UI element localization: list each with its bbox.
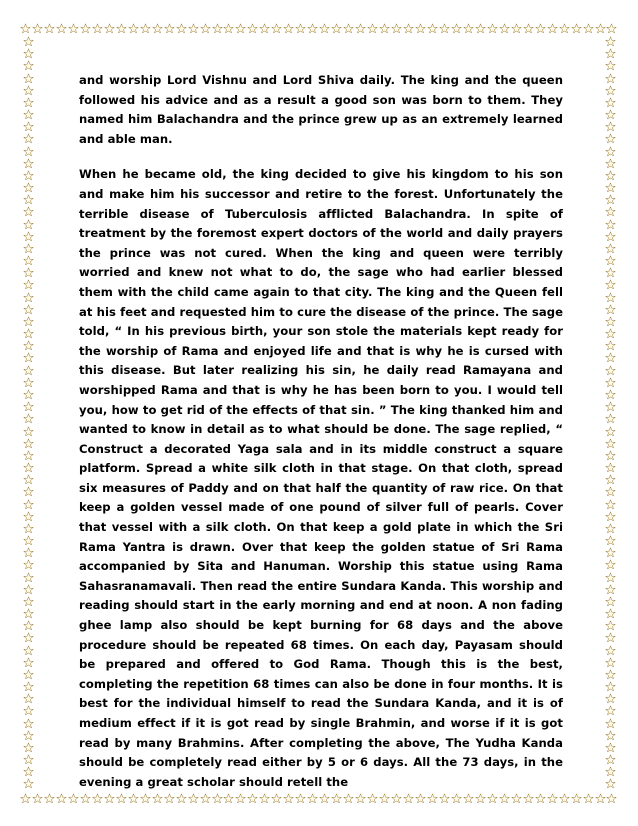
star-icon [583, 23, 594, 34]
star-icon [605, 413, 616, 424]
star-icon [605, 766, 616, 777]
star-icon [605, 158, 616, 169]
star-icon [439, 793, 450, 804]
star-icon [355, 793, 366, 804]
star-icon [605, 97, 616, 108]
star-icon [605, 511, 616, 522]
star-icon [605, 340, 616, 351]
star-icon [606, 793, 617, 804]
star-icon [56, 793, 67, 804]
star-icon [605, 596, 616, 607]
star-icon [223, 793, 234, 804]
star-icon [23, 669, 34, 680]
star-icon [499, 23, 510, 34]
star-icon [271, 23, 282, 34]
star-icon [247, 793, 258, 804]
star-icon [605, 462, 616, 473]
star-icon [605, 584, 616, 595]
star-icon [605, 133, 616, 144]
star-icon [605, 559, 616, 570]
star-icon [23, 328, 34, 339]
star-icon [605, 255, 616, 266]
star-icon [23, 243, 34, 254]
star-icon [605, 316, 616, 327]
star-icon [605, 693, 616, 704]
star-icon [92, 23, 103, 34]
star-icon [605, 365, 616, 376]
star-icon [355, 23, 366, 34]
star-icon [605, 121, 616, 132]
star-icon [605, 36, 616, 47]
star-icon [605, 146, 616, 157]
star-icon [23, 474, 34, 485]
star-icon [23, 85, 34, 96]
star-icon [68, 23, 79, 34]
star-icon [605, 48, 616, 59]
star-icon [32, 793, 43, 804]
star-icon [235, 793, 246, 804]
star-icon [605, 170, 616, 181]
body-paragraph: When he became old, the king decided to give his kingdom to his son and make him his successor and retire to the forest. Unfortunately the terrible disease of Tuberculosis afflicted Balachandra. In spite of treatment by the foremost expert doctors of the world and daily prayers the prince was not cured. When the king and queen were terribly worried and knew not what to do, the sage who had earlier blessed them with the child came again to that city. The king and the Queen fell at his feet and requested him to cure the disease of the prince. The sage told, “ In his previous birth, your son stole the materials kept ready for the worship of Rama and enjoyed life and that is why he is cursed with this disease. But later realizing his sin, he daily read Ramayana and worshipped Rama and that is why he has been born to you. I would tell you, how to get rid of the effects of that sin. ” The king thanked him and wanted to know in detail as to what should be done. The sage replied, “ Construct a decorated Yaga sala and in its middle construct a square platform. Spread a white silk cloth in that stage. On that cloth, spread six measures of Paddy and on that half the quantity of raw rice. On that keep a golden vessel made of one pound of silver full of pearls. Cover that vessel with a silk cloth. On that keep a gold plate in which the Sri Rama Yantra is drawn. Over that keep the golden statue of Sri Rama accompanied by Sita and Hanuman. Worship this statue using Rama Sahasranamavali. Then read the entire Sundara Kanda. This worship and reading should start in the early morning and end at noon. A non fading ghee lamp also should be kept burning for 68 days and the above procedure should be repeated 68 times. On each day, Payasam should be prepared and offered to God Rama. Though this is the best, completing the repetition 68 times can also be done in four months. It is best for the individual himself to read the Sundara Kanda, and it is of medium effect if it is got read by single Brahmin, and worse if it is got read by many Brahmins. After completing the above, The Yudha Kanda should be completely read either by 5 or 6 days. All the 73 days, in the evening a great scholar should retell the [79, 167, 563, 789]
star-icon [23, 365, 34, 376]
star-icon [44, 23, 55, 34]
star-icon [164, 23, 175, 34]
star-icon [439, 23, 450, 34]
star-icon [547, 23, 558, 34]
star-icon [547, 793, 558, 804]
star-icon [595, 793, 606, 804]
star-icon [475, 793, 486, 804]
star-icon [23, 596, 34, 607]
star-icon [23, 438, 34, 449]
star-icon [605, 267, 616, 278]
star-icon [605, 486, 616, 497]
star-icon [605, 669, 616, 680]
star-icon [319, 793, 330, 804]
star-icon [451, 23, 462, 34]
document-body [79, 71, 563, 792]
star-icon [128, 23, 139, 34]
star-icon [415, 793, 426, 804]
star-icon [176, 793, 187, 804]
star-icon [23, 486, 34, 497]
star-icon [23, 559, 34, 570]
star-icon [605, 292, 616, 303]
star-icon [605, 328, 616, 339]
star-icon [23, 462, 34, 473]
star-icon [32, 23, 43, 34]
star-icon [23, 523, 34, 534]
star-icon [367, 793, 378, 804]
star-icon [571, 23, 582, 34]
star-icon [571, 793, 582, 804]
star-icon [605, 85, 616, 96]
star-icon [427, 793, 438, 804]
star-icon [403, 793, 414, 804]
star-icon [20, 793, 31, 804]
star-icon [56, 23, 67, 34]
star-icon [605, 279, 616, 290]
star-icon [523, 23, 534, 34]
star-icon [605, 304, 616, 315]
star-icon [283, 793, 294, 804]
star-icon [23, 681, 34, 692]
star-icon [415, 23, 426, 34]
star-icon [307, 23, 318, 34]
star-icon [23, 778, 34, 789]
star-icon [23, 584, 34, 595]
star-icon [23, 146, 34, 157]
star-icon [319, 23, 330, 34]
star-icon [23, 194, 34, 205]
star-icon [23, 705, 34, 716]
star-icon [23, 547, 34, 558]
star-icon [331, 793, 342, 804]
star-icon [23, 206, 34, 217]
star-icon [23, 766, 34, 777]
star-icon [128, 793, 139, 804]
star-icon [343, 23, 354, 34]
star-icon [212, 23, 223, 34]
star-icon [23, 742, 34, 753]
star-icon [140, 793, 151, 804]
star-icon [605, 194, 616, 205]
star-icon [343, 793, 354, 804]
star-icon [605, 377, 616, 388]
star-icon [605, 632, 616, 643]
star-icon [23, 535, 34, 546]
star-icon [23, 450, 34, 461]
star-icon [605, 645, 616, 656]
star-icon [23, 511, 34, 522]
star-icon [511, 23, 522, 34]
star-icon [559, 793, 570, 804]
page-border-right [602, 36, 618, 790]
star-icon [605, 438, 616, 449]
star-icon [391, 23, 402, 34]
star-icon [403, 23, 414, 34]
star-icon [605, 730, 616, 741]
star-icon [605, 243, 616, 254]
star-icon [152, 793, 163, 804]
star-icon [23, 48, 34, 59]
star-icon [23, 36, 34, 47]
star-icon [487, 793, 498, 804]
page-border-bottom [20, 790, 618, 806]
star-icon [283, 23, 294, 34]
star-icon [23, 352, 34, 363]
star-icon [23, 121, 34, 132]
star-icon [212, 793, 223, 804]
star-icon [487, 23, 498, 34]
star-icon [605, 474, 616, 485]
star-icon [23, 389, 34, 400]
star-icon [605, 547, 616, 558]
star-icon [463, 793, 474, 804]
star-icon [104, 793, 115, 804]
star-icon [605, 535, 616, 546]
star-icon [23, 292, 34, 303]
star-icon [23, 340, 34, 351]
star-icon [23, 182, 34, 193]
star-icon [23, 572, 34, 583]
star-icon [451, 793, 462, 804]
star-icon [605, 705, 616, 716]
star-icon [605, 401, 616, 412]
star-icon [605, 206, 616, 217]
star-icon [535, 23, 546, 34]
star-icon [104, 23, 115, 34]
star-icon [23, 401, 34, 412]
star-icon [140, 23, 151, 34]
star-icon [605, 60, 616, 71]
star-icon [23, 158, 34, 169]
star-icon [23, 645, 34, 656]
star-icon [176, 23, 187, 34]
star-icon [23, 267, 34, 278]
star-icon [235, 23, 246, 34]
star-icon [80, 23, 91, 34]
star-icon [23, 718, 34, 729]
star-icon [200, 793, 211, 804]
star-icon [164, 793, 175, 804]
star-icon [23, 413, 34, 424]
star-icon [605, 182, 616, 193]
star-icon [605, 742, 616, 753]
star-icon [559, 23, 570, 34]
star-icon [44, 793, 55, 804]
star-icon [23, 632, 34, 643]
star-icon [379, 23, 390, 34]
star-icon [367, 23, 378, 34]
star-icon [23, 255, 34, 266]
star-icon [23, 620, 34, 631]
star-icon [23, 754, 34, 765]
star-icon [271, 793, 282, 804]
star-icon [23, 499, 34, 510]
star-icon [23, 170, 34, 181]
star-icon [23, 219, 34, 230]
star-icon [605, 718, 616, 729]
star-icon [523, 793, 534, 804]
star-icon [23, 426, 34, 437]
star-icon [23, 73, 34, 84]
star-icon [23, 608, 34, 619]
star-icon [200, 23, 211, 34]
page-border-top [20, 20, 618, 36]
star-icon [295, 23, 306, 34]
star-icon [23, 304, 34, 315]
star-icon [605, 608, 616, 619]
star-icon [23, 231, 34, 242]
star-icon [259, 23, 270, 34]
star-icon [116, 793, 127, 804]
star-icon [23, 279, 34, 290]
star-icon [23, 316, 34, 327]
star-icon [23, 657, 34, 668]
star-icon [23, 377, 34, 388]
star-icon [605, 754, 616, 765]
star-icon [605, 778, 616, 789]
star-icon [307, 793, 318, 804]
star-icon [605, 572, 616, 583]
star-icon [188, 23, 199, 34]
star-icon [605, 352, 616, 363]
star-icon [605, 231, 616, 242]
star-icon [499, 793, 510, 804]
page-border-left [20, 36, 36, 790]
star-icon [23, 693, 34, 704]
star-icon [583, 793, 594, 804]
star-icon [223, 23, 234, 34]
star-icon [605, 450, 616, 461]
star-icon [605, 109, 616, 120]
star-icon [92, 793, 103, 804]
star-icon [463, 23, 474, 34]
star-icon [605, 426, 616, 437]
star-icon [606, 23, 617, 34]
star-icon [247, 23, 258, 34]
star-icon [605, 620, 616, 631]
star-icon [23, 109, 34, 120]
star-icon [379, 793, 390, 804]
star-icon [116, 23, 127, 34]
star-icon [23, 133, 34, 144]
star-icon [80, 793, 91, 804]
star-icon [605, 681, 616, 692]
star-icon [188, 793, 199, 804]
body-paragraph: and worship Lord Vishnu and Lord Shiva daily. The king and the queen followed his advice and as a result a good son was born to them. They named him Balachandra and the prince grew up as an extremely learned and able man. [79, 73, 563, 146]
star-icon [391, 793, 402, 804]
star-icon [475, 23, 486, 34]
star-icon [605, 657, 616, 668]
star-icon [511, 793, 522, 804]
star-icon [20, 23, 31, 34]
star-icon [23, 730, 34, 741]
star-icon [427, 23, 438, 34]
star-icon [152, 23, 163, 34]
star-icon [605, 73, 616, 84]
star-icon [605, 219, 616, 230]
star-icon [23, 60, 34, 71]
star-icon [23, 97, 34, 108]
star-icon [535, 793, 546, 804]
star-icon [295, 793, 306, 804]
star-icon [605, 523, 616, 534]
star-icon [605, 499, 616, 510]
star-icon [595, 23, 606, 34]
star-icon [68, 793, 79, 804]
star-icon [259, 793, 270, 804]
star-icon [605, 389, 616, 400]
star-icon [331, 23, 342, 34]
